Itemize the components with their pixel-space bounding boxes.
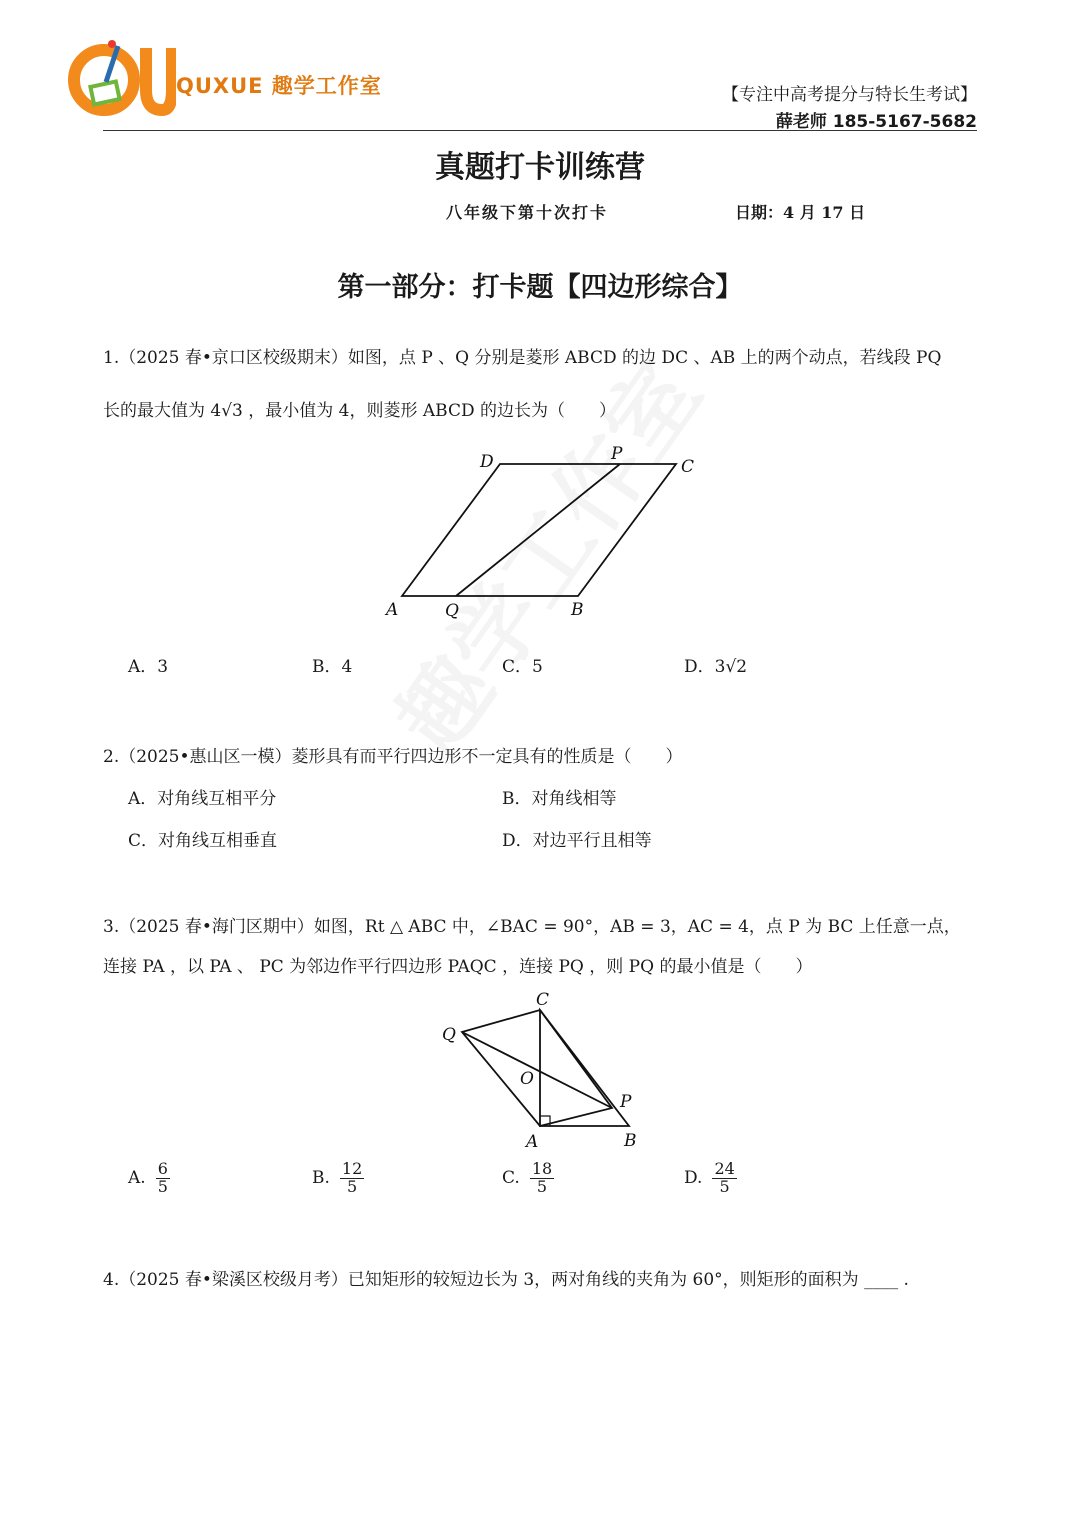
numerator: 18 bbox=[531, 1159, 553, 1178]
denominator: 5 bbox=[346, 1176, 358, 1196]
denominator: 5 bbox=[719, 1176, 730, 1196]
numerator: 6 bbox=[157, 1159, 168, 1178]
q1-option-b[interactable]: B．4 bbox=[312, 657, 353, 677]
header-slogan: 【专注中高考提分与特长生考试】 bbox=[722, 85, 977, 105]
logo-text: QUXUE 趣学工作室 bbox=[176, 74, 382, 98]
q2-option-d[interactable]: D．对边平行且相等 bbox=[502, 831, 652, 851]
q3-option-c[interactable] bbox=[502, 1161, 554, 1196]
question-2-line1: 2.（2025•惠山区一模）菱形具有而平行四边形不一定具有的性质是（ ） bbox=[103, 747, 683, 767]
label-a: A bbox=[526, 1132, 539, 1152]
label-c: C bbox=[681, 457, 695, 477]
logo bbox=[66, 38, 396, 128]
segment-pq bbox=[462, 1032, 612, 1108]
parallelogram-figure bbox=[430, 990, 660, 1155]
q3-option-c-fraction bbox=[530, 1161, 554, 1196]
label-c: C bbox=[536, 990, 550, 1010]
q2-option-b[interactable]: B．对角线相等 bbox=[502, 789, 617, 809]
q1-option-c[interactable]: C．5 bbox=[502, 657, 543, 677]
q2-option-a[interactable]: A．对角线互相平分 bbox=[128, 789, 277, 809]
label-d: D bbox=[480, 452, 494, 472]
q3-option-b-fraction bbox=[340, 1161, 364, 1196]
label-q: Q bbox=[445, 601, 459, 621]
denominator: 5 bbox=[157, 1176, 168, 1196]
page-title: 真题打卡训练营 bbox=[435, 150, 645, 185]
q3-option-a[interactable] bbox=[128, 1161, 170, 1196]
label-p: P bbox=[620, 1092, 632, 1112]
q3-option-d-letter: D. bbox=[684, 1168, 703, 1189]
question-4-line1: 4.（2025 春•梁溪区校级月考）已知矩形的较短边长为 3，两对角线的夹角为 60°，则矩形的面积为 ____ . bbox=[103, 1270, 909, 1290]
label-o: O bbox=[520, 1069, 534, 1089]
grade-label: 八年级下第十次打卡 bbox=[446, 203, 609, 222]
q3-option-d-fraction bbox=[712, 1161, 736, 1196]
question-3-line1: 3.（2025 春•海门区期中）如图，Rt △ ABC 中，∠BAC = 90°，AB = 3，AC = 4，点 P 为 BC 上任意一点， bbox=[103, 917, 961, 937]
q3-option-b[interactable] bbox=[312, 1161, 364, 1196]
q3-option-a-fraction bbox=[156, 1161, 170, 1196]
q1-option-a[interactable]: A．3 bbox=[128, 657, 169, 677]
question-1-line1: 1.（2025 春•京口区校级期末）如图，点 P 、Q 分别是菱形 ABCD 的边 DC 、AB 上的两个动点，若线段 PQ bbox=[103, 348, 942, 368]
q3-option-d[interactable] bbox=[684, 1161, 737, 1196]
section-title: 第一部分：打卡题【四边形综合】 bbox=[337, 272, 743, 303]
date-label: 日期：4 月 17 日 bbox=[735, 203, 866, 222]
q3-option-a-letter: A. bbox=[128, 1168, 146, 1189]
question-3-line2: 连接 PA ，以 PA 、 PC 为邻边作平行四边形 PAQC ，连接 PQ ，则 PQ 的最小值是（ ） bbox=[103, 957, 813, 977]
label-p: P bbox=[611, 444, 623, 464]
q3-option-b-letter: B. bbox=[312, 1168, 330, 1189]
q3-option-c-letter: C. bbox=[502, 1168, 520, 1189]
label-b: B bbox=[624, 1131, 637, 1151]
denominator: 5 bbox=[536, 1176, 548, 1196]
q1-option-d[interactable]: D．3√2 bbox=[684, 657, 748, 677]
header-rule bbox=[103, 130, 977, 131]
header-contact: 薛老师 185-5167-5682 bbox=[775, 112, 977, 132]
q2-option-c[interactable]: C．对角线互相垂直 bbox=[128, 831, 278, 851]
parallelogram-paqc bbox=[462, 1010, 612, 1126]
label-b: B bbox=[571, 600, 584, 620]
label-q: Q bbox=[442, 1025, 456, 1045]
numerator: 24 bbox=[714, 1159, 735, 1178]
label-a: A bbox=[386, 600, 399, 620]
logo-mark bbox=[66, 38, 176, 128]
question-1-line2: 长的最大值为 4√3 ，最小值为 4，则菱形 ABCD 的边长为（ ） bbox=[103, 401, 617, 421]
numerator: 12 bbox=[341, 1159, 363, 1178]
